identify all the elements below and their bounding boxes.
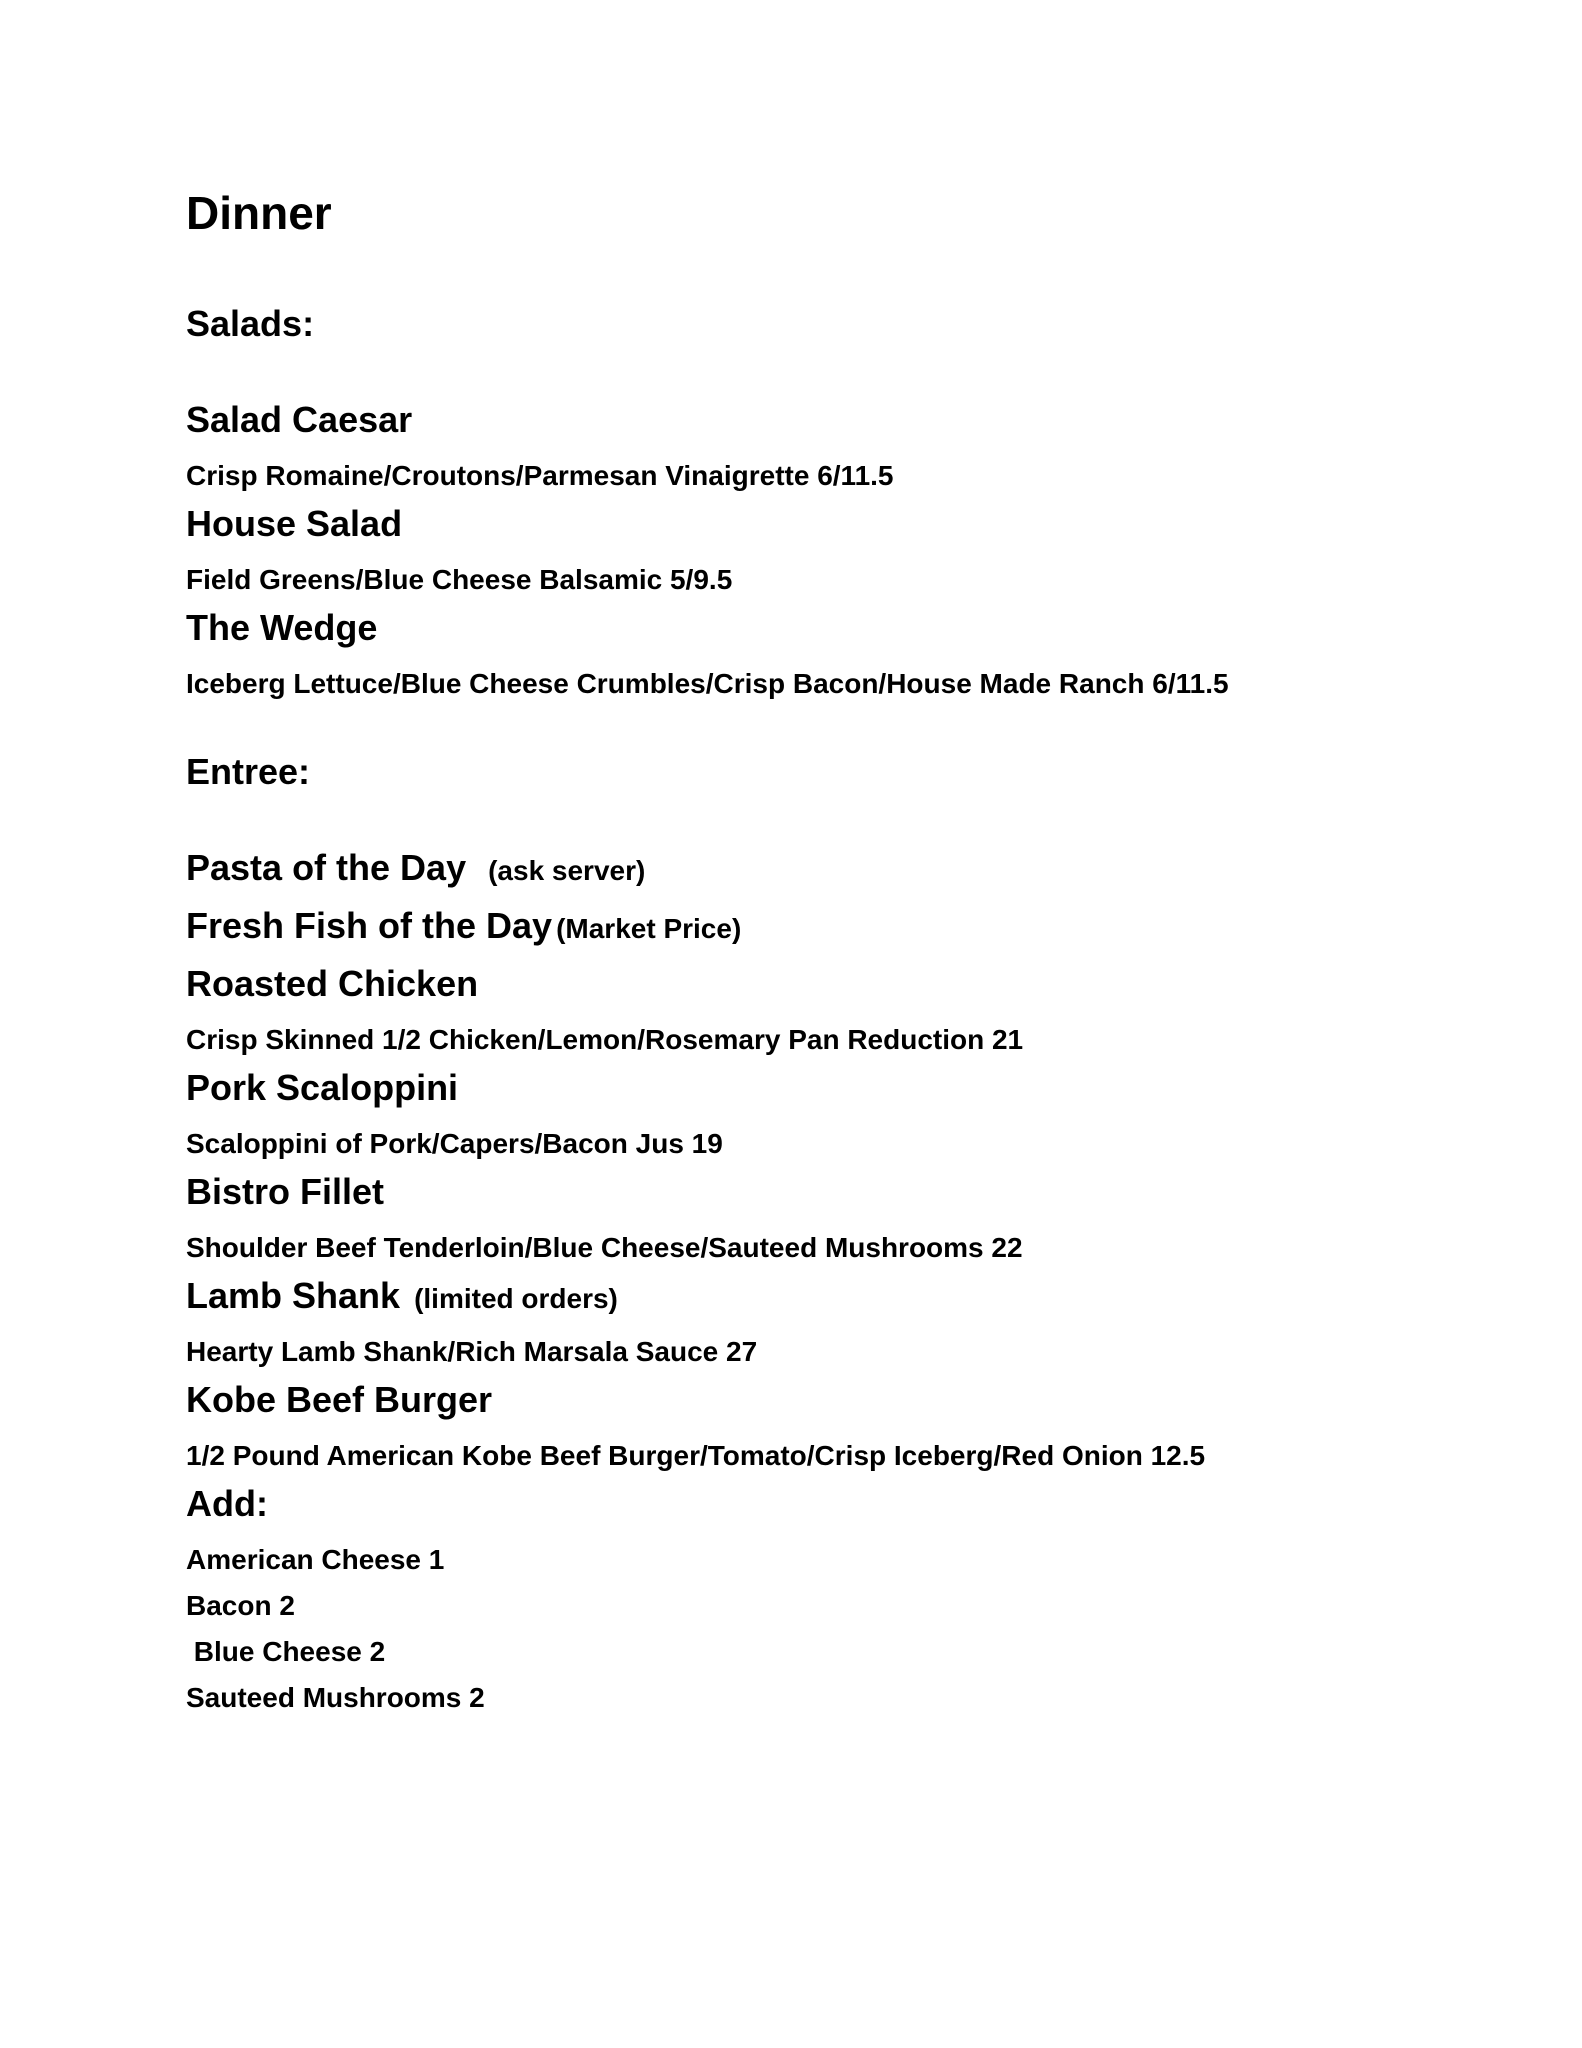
entree-item-description: Shoulder Beef Tenderloin/Blue Cheese/Sauteed Mushrooms 22 — [186, 1232, 1023, 1263]
salad-item-name: House Salad — [186, 503, 403, 544]
entree-item-row — [186, 1275, 618, 1316]
entree-item-row — [186, 905, 742, 946]
entree-item-row — [186, 847, 646, 888]
salads-heading: Salads: — [186, 303, 315, 344]
add-on-item: American Cheese 1 — [186, 1544, 445, 1575]
salad-item-name: Salad Caesar — [186, 399, 413, 440]
add-on-item: Sauteed Mushrooms 2 — [186, 1682, 485, 1713]
entree-item-name: Bistro Fillet — [186, 1171, 385, 1212]
entree-item-name: Pasta of the Day — [186, 847, 467, 888]
salad-item-name: The Wedge — [186, 607, 378, 648]
salad-item-description: Iceberg Lettuce/Blue Cheese Crumbles/Crisp Bacon/House Made Ranch 6/11.5 — [186, 668, 1229, 699]
entree-item-name: Roasted Chicken — [186, 963, 479, 1004]
entree-item-description: 1/2 Pound American Kobe Beef Burger/Tomato/Crisp Iceberg/Red Onion 12.5 — [186, 1440, 1206, 1471]
add-on-item: Blue Cheese 2 — [186, 1636, 386, 1667]
entree-item-description: Scaloppini of Pork/Capers/Bacon Jus 19 — [186, 1128, 723, 1159]
entree-item-description: Crisp Skinned 1/2 Chicken/Lemon/Rosemary Pan Reduction 21 — [186, 1024, 1024, 1055]
add-on-item: Bacon 2 — [186, 1590, 295, 1621]
menu-title: Dinner — [186, 187, 332, 239]
entree-heading: Entree: — [186, 751, 311, 792]
salad-item-description: Field Greens/Blue Cheese Balsamic 5/9.5 — [186, 564, 733, 595]
entree-item-note: (Market Price) — [556, 913, 742, 944]
entree-item-note: (ask server) — [488, 855, 646, 886]
entree-item-name: Fresh Fish of the Day — [186, 905, 553, 946]
salad-item-description: Crisp Romaine/Croutons/Parmesan Vinaigrette 6/11.5 — [186, 460, 894, 491]
entree-item-name: Lamb Shank — [186, 1275, 401, 1316]
entree-item-name: Kobe Beef Burger — [186, 1379, 493, 1420]
entree-item-note: (limited orders) — [414, 1283, 618, 1314]
entree-item-name: Pork Scaloppini — [186, 1067, 459, 1108]
entree-item-description: Hearty Lamb Shank/Rich Marsala Sauce 27 — [186, 1336, 758, 1367]
add-heading: Add: — [186, 1483, 268, 1524]
